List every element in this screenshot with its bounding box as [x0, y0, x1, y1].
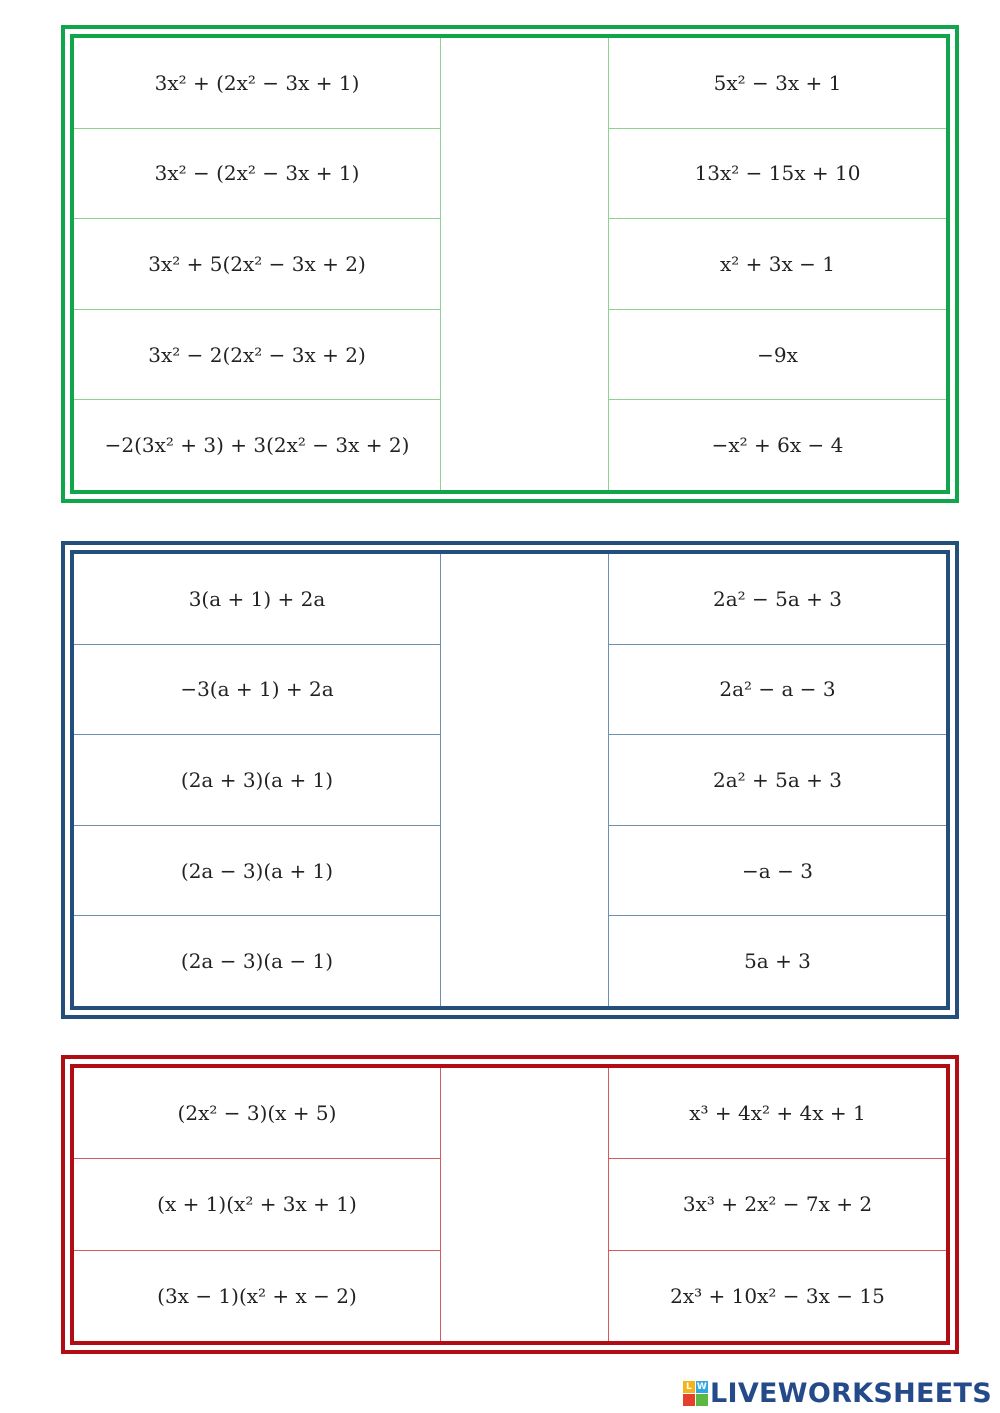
panel-red: [61, 1055, 959, 1354]
answer-card[interactable]: 2x³ + 10x² − 3x − 15: [670, 1283, 885, 1308]
panel-green-inner: [70, 34, 950, 494]
answer-card[interactable]: x² + 3x − 1: [609, 219, 946, 310]
panel-red-inner: [70, 1064, 950, 1345]
answer-card[interactable]: 2a² − a − 3: [609, 645, 946, 736]
answer-card[interactable]: x³ + 4x² + 4x + 1: [609, 1068, 946, 1159]
expression-card[interactable]: 3x² − (2x² − 3x + 1): [74, 129, 440, 220]
expression-card[interactable]: 3x² + (2x² − 3x + 1): [74, 38, 440, 129]
match-drop-zone[interactable]: [440, 1068, 609, 1341]
expression-card[interactable]: −2(3x² + 3) + 3(2x² − 3x + 2): [104, 433, 410, 458]
answer-card[interactable]: −9x: [609, 310, 946, 401]
answer-card[interactable]: 5a + 3: [744, 949, 811, 974]
answer-card[interactable]: 2a² + 5a + 3: [609, 735, 946, 826]
expression-card[interactable]: (2a − 3)(a + 1): [74, 826, 440, 917]
answer-card[interactable]: 5x² − 3x + 1: [609, 38, 946, 129]
expression-card[interactable]: (2a − 3)(a − 1): [180, 949, 334, 974]
match-drop-zone[interactable]: [440, 38, 609, 490]
answers-column: [609, 554, 946, 1006]
expression-card[interactable]: 3(a + 1) + 2a: [74, 554, 440, 645]
liveworksheets-logo-icon: L W: [683, 1381, 708, 1406]
expression-card[interactable]: (2a + 3)(a + 1): [74, 735, 440, 826]
expression-card[interactable]: (x + 1)(x² + 3x + 1): [74, 1159, 440, 1250]
expression-card[interactable]: −3(a + 1) + 2a: [74, 645, 440, 736]
answer-card[interactable]: 3x³ + 2x² − 7x + 2: [609, 1159, 946, 1250]
expression-card[interactable]: 3x² + 5(2x² − 3x + 2): [74, 219, 440, 310]
expression-card[interactable]: (2x² − 3)(x + 5): [74, 1068, 440, 1159]
expression-card[interactable]: 3x² − 2(2x² − 3x + 2): [74, 310, 440, 401]
answer-card[interactable]: −a − 3: [609, 826, 946, 917]
panel-blue-inner: [70, 550, 950, 1010]
expressions-column: [74, 38, 440, 490]
expressions-column: [74, 554, 440, 1006]
answers-column: [609, 38, 946, 490]
match-drop-zone[interactable]: [440, 554, 609, 1006]
answers-column: [609, 1068, 946, 1341]
expression-card[interactable]: (3x − 1)(x² + x − 2): [157, 1283, 357, 1308]
liveworksheets-logo-text: LIVEWORKSHEETS: [709, 1377, 992, 1409]
expressions-column: [74, 1068, 440, 1341]
answer-card[interactable]: 13x² − 15x + 10: [609, 129, 946, 220]
panel-blue: [61, 541, 959, 1019]
answer-card[interactable]: −x² + 6x − 4: [711, 433, 844, 458]
answer-card[interactable]: 2a² − 5a + 3: [609, 554, 946, 645]
liveworksheets-logo: [683, 1376, 992, 1410]
panel-green: [61, 25, 959, 503]
